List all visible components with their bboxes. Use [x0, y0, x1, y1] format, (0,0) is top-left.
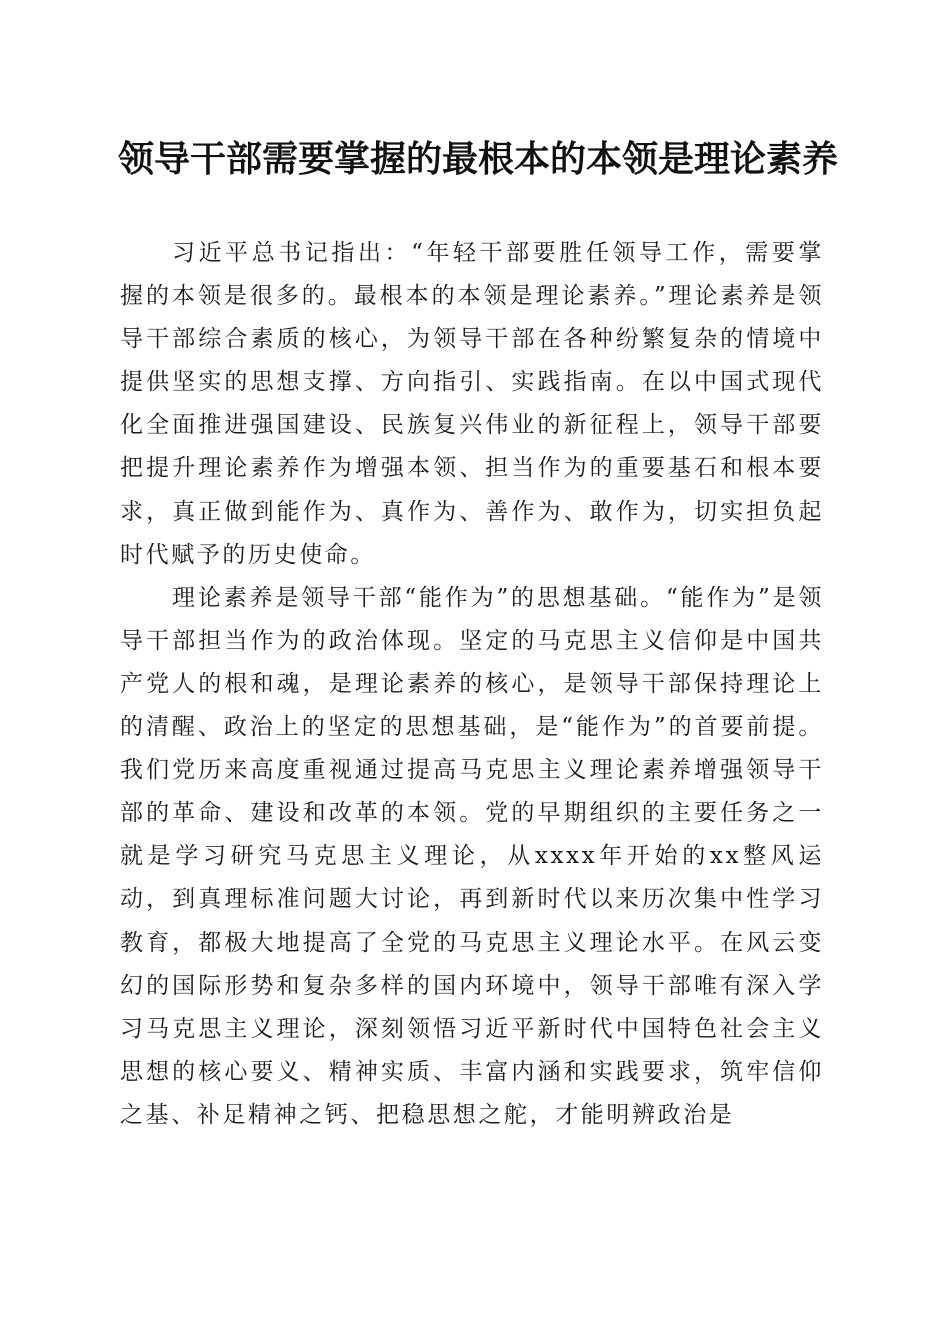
paragraph-1: 习近平总书记指出：“年轻干部要胜任领导工作，需要掌握的本领是很多的。最根本的本领是理论素养。”理论素养是领导干部综合素质的核心，为领导干部在各种纷繁复杂的情境中提供坚实的思想支撑、方向指引、实践指南。在以中国式现代化全面推进强国建设、民族复兴伟业的新征程上，领导干部要把提升理论素养作为增强本领、担当作为的重要基石和根本要求，真正做到能作为、真作为、善作为、敢作为，切实担负起时代赋予的历史使命。 [120, 240, 824, 568]
document-title: 领导干部需要掌握的最根本的本领是理论素养 [118, 139, 839, 180]
paragraph-2: 理论素养是领导干部“能作为”的思想基础。“能作为”是领导干部担当作为的政治体现。坚定的马克思主义信仰是中国共产党人的根和魂，是理论素养的核心，是领导干部保持理论上的清醒、政治上的坚定的思想基础，是“能作为”的首要前提。我们党历来高度重视通过提高马克思主义理论素养增强领导干部的革命、建设和改革的本领。党的早期组织的主要任务之一就是学习研究马克思主义理论，从xxxx年开始的xx整风运动，到真理标准问题大讨论，再到新时代以来历次集中性学习教育，都极大地提高了全党的马克思主义理论水平。在风云变幻的国际形势和复杂多样的国内环境中，领导干部唯有深入学习马克思主义理论，深刻领悟习近平新时代中国特色社会主义思想的核心要义、精神实质、丰富内涵和实践要求，筑牢信仰之基、补足精神之钙、把稳思想之舵，才能明辨政治是 [120, 584, 824, 1128]
document-body [120, 232, 824, 1137]
